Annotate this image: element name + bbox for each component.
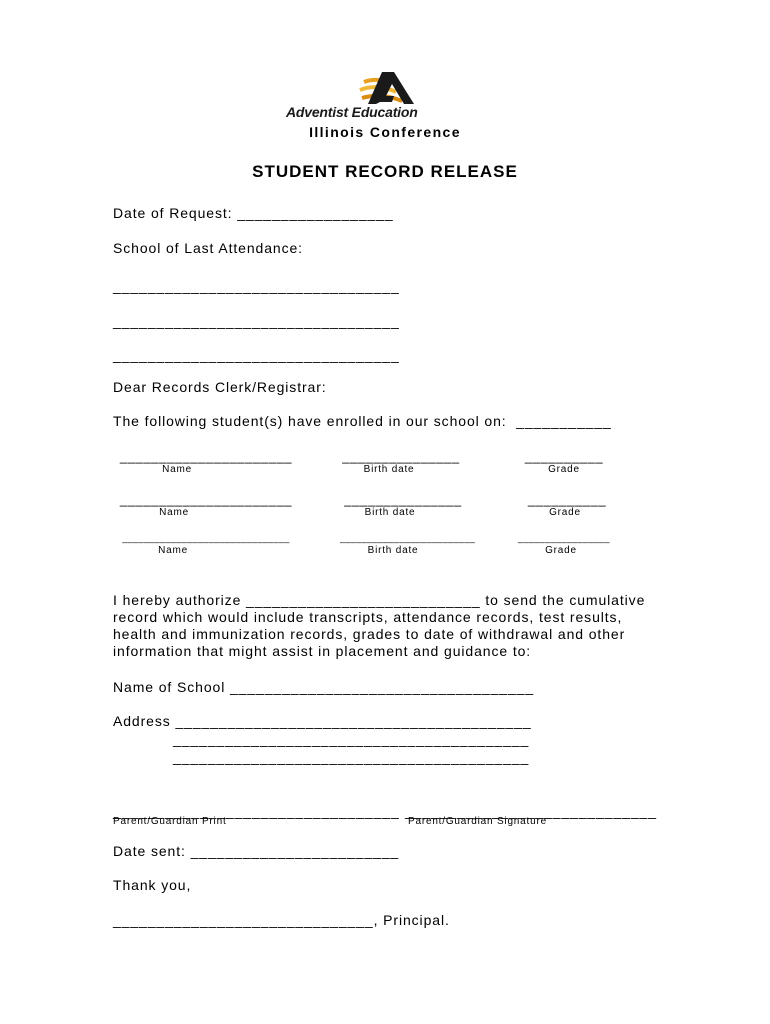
student-1-grade-label: Grade [548,464,580,475]
student-2-name-label: Name [159,507,189,518]
student-2-grade-label: Grade [549,507,581,518]
logo-text: Adventist Education [286,104,418,120]
authorization-paragraph [113,592,653,660]
guardian-signature-line[interactable]: _____________________________ [405,803,657,819]
guardian-signature-label: Parent/Guardian Signature [408,816,547,827]
enrolled-sentence: The following student(s) have enrolled in our school on: ___________ [113,413,612,429]
student-3-name-line[interactable]: _______________________________ [122,533,290,543]
student-1-birth-date-label: Birth date [363,464,415,475]
guardian-print-line[interactable]: _________________________________ [113,803,400,819]
guardian-print-label: Parent/Guardian Print [113,816,227,827]
school-address-line-1[interactable]: _________________________________ [113,278,400,294]
student-1-name-label: Name [162,464,192,475]
student-1-birth-date-line[interactable]: _______________ [342,449,460,464]
authorize-line-1[interactable]: I hereby authorize ___________________________ to send the cumulative [113,592,646,608]
student-3-birth-date-line[interactable]: _________________________ [340,533,476,543]
student-3-grade-line[interactable]: _________________ [518,533,610,543]
student-2-name-line[interactable]: ______________________ [119,492,293,507]
student-1-name-line[interactable]: ______________________ [119,449,293,464]
authorize-line-4: information that might assist in placement and guidance to: [113,643,532,659]
school-last-attendance-label: School of Last Attendance: [113,240,303,256]
student-1-grade-line[interactable]: __________ [524,449,604,464]
name-of-school-field[interactable]: Name of School ___________________________________ [113,679,535,695]
page-title: STUDENT RECORD RELEASE [252,162,518,181]
school-address-line-3[interactable]: _________________________________ [113,347,400,363]
student-2-birth-date-line[interactable]: _______________ [344,492,462,507]
student-3-name-label: Name [158,545,188,556]
address-field[interactable]: Address _________________________________________ [113,713,532,729]
thank-you-text: Thank you, [113,877,192,893]
principal-signature-line[interactable]: ______________________________, Principal. [113,912,450,928]
student-3-birth-date-label: Birth date [367,545,419,556]
student-2-grade-line[interactable]: __________ [527,492,607,507]
student-3-grade-label: Grade [545,545,577,556]
date-sent-field[interactable]: Date sent: ________________________ [113,843,400,859]
authorize-line-2: record which would include transcripts, attendance records, test results, [113,609,623,625]
school-address-line-2[interactable]: _________________________________ [113,313,400,329]
adventist-education-logo [272,70,494,122]
date-of-request-field[interactable]: Date of Request: __________________ [113,205,394,221]
conference-name: Illinois Conference [309,124,461,140]
greeting: Dear Records Clerk/Registrar: [113,379,327,395]
address-field-line-3[interactable]: _________________________________________ [173,749,530,765]
authorize-line-3: health and immunization records, grades to date of withdrawal and other [113,626,626,642]
address-field-line-2[interactable]: _________________________________________ [173,731,530,747]
student-2-birth-date-label: Birth date [364,507,416,518]
